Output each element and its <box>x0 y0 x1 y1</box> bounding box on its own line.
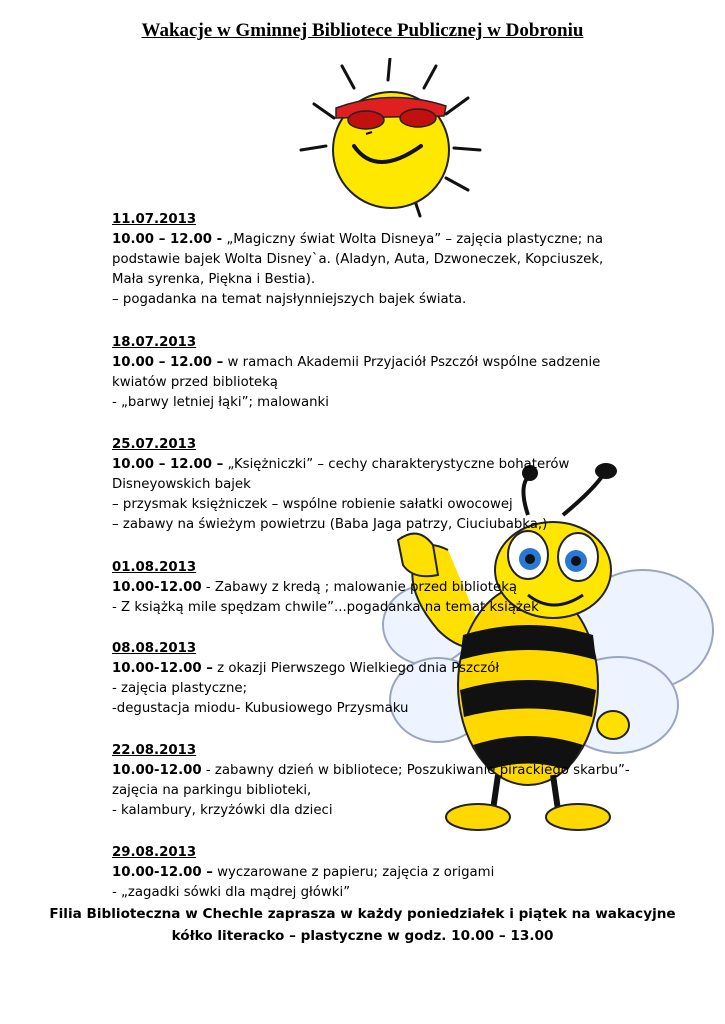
event-time: 10.00-12.00 – <box>112 661 213 676</box>
footer-line: Filia Biblioteczna w Chechle zaprasza w każdy poniedziałek i piątek na wakacyjne <box>49 906 676 922</box>
event-text: Mała syrenka, Piękna i Bestia). <box>112 272 316 287</box>
event-time: 10.00-12.00 <box>112 580 202 595</box>
page-title: Wakacje w Gminnej Bibliotece Publicznej w Dobroniu <box>141 20 584 41</box>
event-text: w ramach Akademii Przyjaciół Pszczół wspólne sadzenie <box>223 355 601 370</box>
event-text: – przysmak księżniczek – wspólne robienie sałatki owocowej <box>112 497 513 512</box>
event-text: „Księżniczki” – cechy charakterystyczne bohaterów <box>223 457 570 472</box>
event-text: - Z książką mile spędzam chwile”...pogadanka na temat książek <box>112 600 539 615</box>
event-text: – pogadanka na temat najsłynniejszych bajek świata. <box>112 292 467 307</box>
event-text: zajęcia na parkingu biblioteki, <box>112 783 312 798</box>
event-date: 11.07.2013 <box>112 212 197 227</box>
event-entry <box>112 333 672 413</box>
event-time: 10.00 – 12.00 - <box>112 232 223 247</box>
event-text: z okazji Pierwszego Wielkiego dnia Pszczół <box>212 661 500 676</box>
event-time: 10.00 – 12.00 – <box>112 355 224 370</box>
event-text: - zabawny dzień w bibliotece; Poszukiwanie pirackiego skarbu”- <box>201 763 630 778</box>
event-entry <box>112 843 672 903</box>
event-entry <box>112 639 672 719</box>
event-text: - kalambury, krzyżówki dla dzieci <box>112 803 333 818</box>
event-text: Disneyowskich bajek <box>112 477 251 492</box>
event-entry <box>112 741 672 821</box>
event-date: 25.07.2013 <box>112 437 197 452</box>
event-date: 01.08.2013 <box>112 560 197 575</box>
event-entry <box>112 558 672 618</box>
event-time: 10.00-12.00 <box>112 763 202 778</box>
event-text: - zajęcia plastyczne; <box>112 681 248 696</box>
event-date: 22.08.2013 <box>112 743 197 758</box>
event-date: 08.08.2013 <box>112 641 197 656</box>
event-text: - „barwy letniej łąki”; malowanki <box>112 395 329 410</box>
event-entry <box>112 435 672 535</box>
event-text: kwiatów przed biblioteką <box>112 375 278 390</box>
event-time: 10.00 – 12.00 – <box>112 457 224 472</box>
event-text: - Zabawy z kredą ; malowanie przed biblioteką <box>201 580 518 595</box>
event-date: 18.07.2013 <box>112 335 197 350</box>
event-date: 29.08.2013 <box>112 845 197 860</box>
event-text: – zabawy na świeżym powietrzu (Baba Jaga patrzy, Ciuciubabka,) <box>112 517 548 532</box>
event-text: - „zagadki sówki dla mądrej główki” <box>112 885 351 900</box>
event-time: 10.00-12.00 – <box>112 865 213 880</box>
footer-notice <box>0 903 725 947</box>
event-text: podstawie bajek Wolta Disney`a. (Aladyn, Auta, Dzwoneczek, Kopciuszek, <box>112 252 604 267</box>
sun-illustration <box>296 58 486 218</box>
event-entry <box>112 210 672 310</box>
event-text: -degustacja miodu- Kubusiowego Przysmaku <box>112 701 409 716</box>
footer-line: kółko literacko – plastyczne w godz. 10.00 – 13.00 <box>171 928 554 944</box>
event-text: wyczarowane z papieru; zajęcia z origami <box>212 865 495 880</box>
event-text: „Magiczny świat Wolta Disneya” – zajęcia plastyczne; na <box>222 232 604 247</box>
